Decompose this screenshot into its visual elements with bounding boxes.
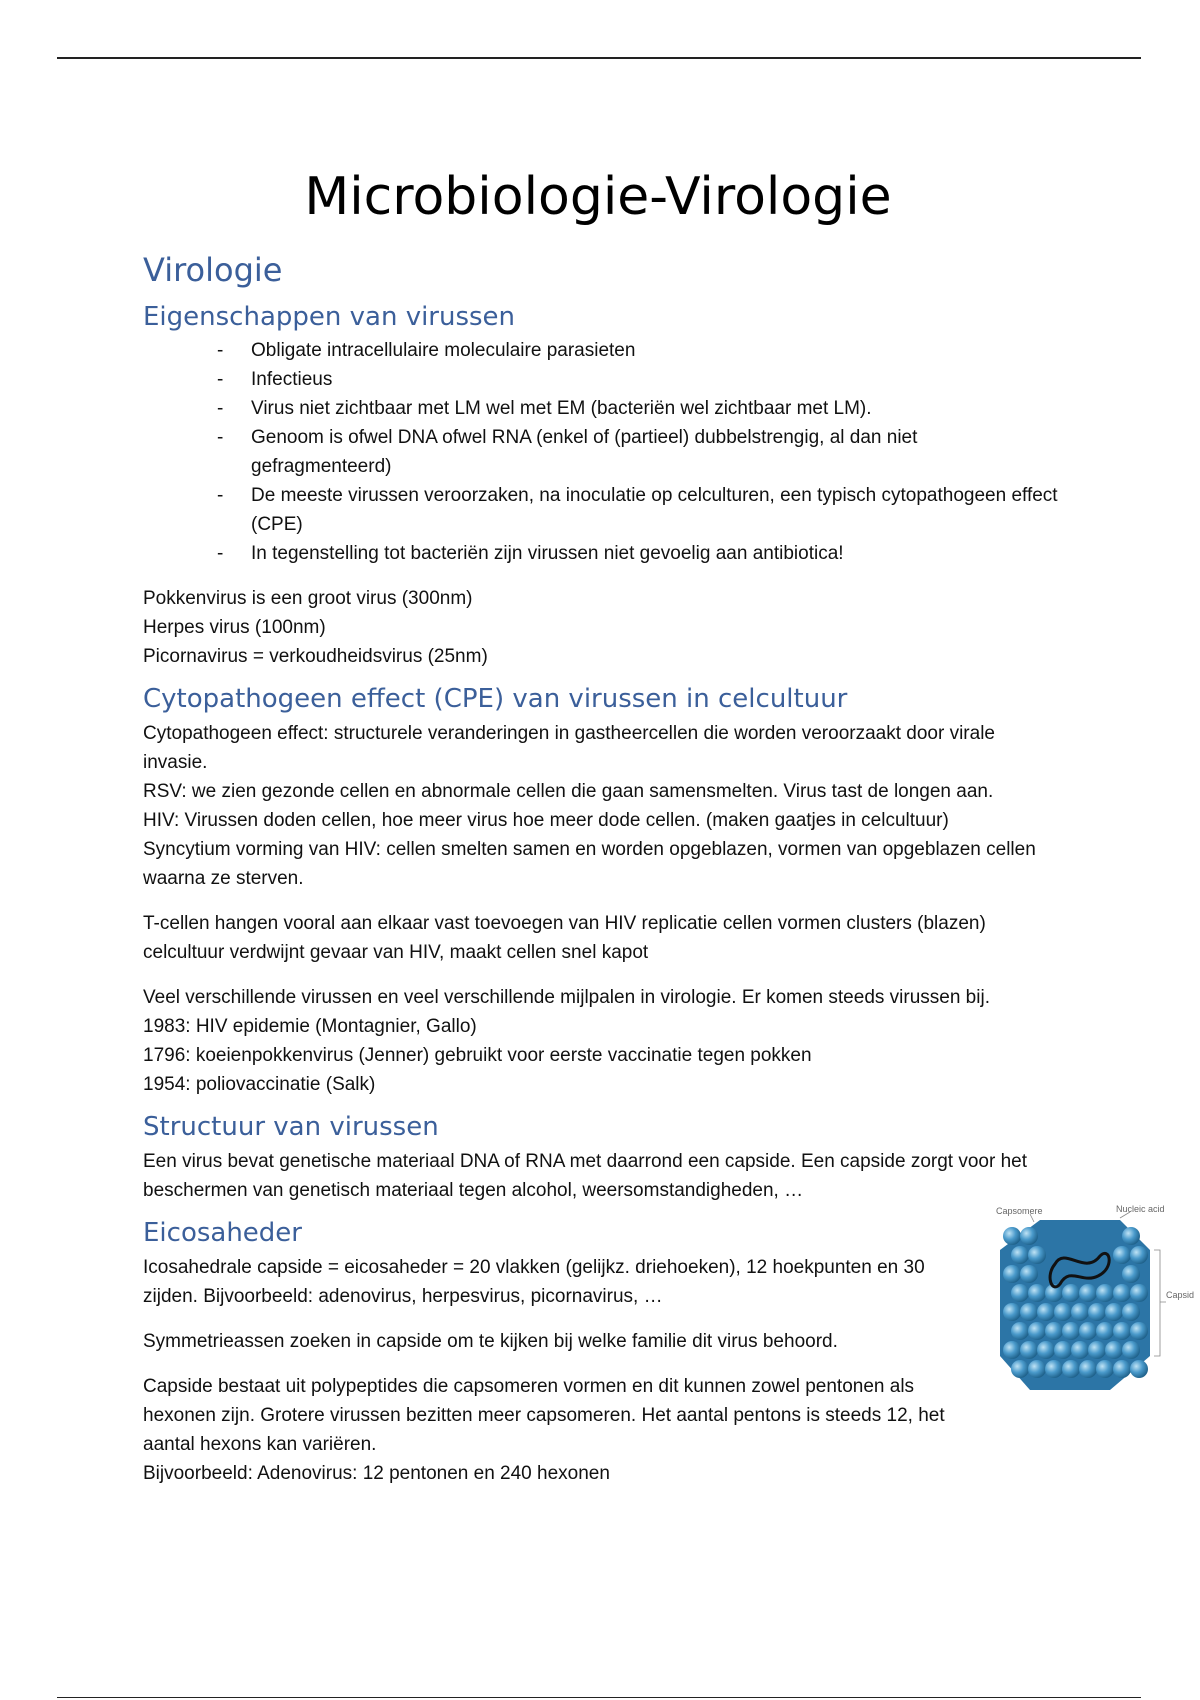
capsomere-sphere	[1088, 1341, 1106, 1359]
capsomere-sphere	[1079, 1322, 1097, 1340]
nucleic-acid-label: Nucleic acid	[1116, 1204, 1165, 1214]
capsid-bracket	[1154, 1250, 1166, 1356]
capsomere-sphere	[1113, 1360, 1131, 1378]
capsomere-sphere	[1096, 1322, 1114, 1340]
capsomere-sphere	[1045, 1360, 1063, 1378]
capsomere-label: Capsomere	[996, 1206, 1043, 1216]
cpe-line: Syncytium vorming van HIV: cellen smelten samen en worden opgeblazen, vormen van opgeblazen cellen waarna ze sterven.	[143, 839, 1036, 890]
capsomere-sphere	[1003, 1265, 1021, 1283]
milestone-line: 1796: koeienpokkenvirus (Jenner) gebruikt voor eerste vaccinatie tegen pokken	[143, 1045, 812, 1067]
size-line: Picornavirus = verkoudheidsvirus (25nm)	[143, 646, 488, 668]
virus-sizes	[143, 584, 1063, 671]
milestone-line: 1983: HIV epidemie (Montagnier, Gallo)	[143, 1016, 477, 1038]
capsomere-sphere	[1003, 1341, 1021, 1359]
capsid-illustration	[990, 1206, 1200, 1406]
capsomere-sphere	[1122, 1303, 1140, 1321]
capsomere-sphere	[1122, 1227, 1140, 1245]
capsomere-sphere	[1096, 1360, 1114, 1378]
cpe-line: RSV: we zien gezonde cellen en abnormale cellen die gaan samensmelten. Virus tast de longen aan.	[143, 781, 994, 803]
heading-virologie: Virologie	[143, 250, 283, 289]
milestone-line: 1954: poliovaccinatie (Salk)	[143, 1074, 376, 1096]
heading-eicosaheder: Eicosaheder	[143, 1218, 302, 1249]
capsomere-sphere	[1096, 1284, 1114, 1302]
capsomere-sphere	[1088, 1303, 1106, 1321]
capsomere-sphere	[1130, 1284, 1148, 1302]
capsomere-sphere	[1122, 1341, 1140, 1359]
capsomere-sphere	[1113, 1246, 1131, 1264]
cpe-line: HIV: Virussen doden cellen, hoe meer virus hoe meer dode cellen. (maken gaatjes in celcultuur)	[143, 810, 949, 832]
capsomere-sphere	[1045, 1322, 1063, 1340]
eicosaheder-paragraph-2: Symmetrieassen zoeken in capside om te kijken bij welke familie dit virus behoord.	[143, 1331, 838, 1353]
capsomere-sphere	[1062, 1360, 1080, 1378]
capsomere-sphere	[1011, 1360, 1029, 1378]
size-line: Herpes virus (100nm)	[143, 617, 326, 639]
capsomere-sphere	[1130, 1246, 1148, 1264]
capsomere-sphere	[1122, 1265, 1140, 1283]
capsomere-sphere	[1011, 1284, 1029, 1302]
capsomere-sphere	[1028, 1284, 1046, 1302]
cpe-paragraph	[143, 719, 1063, 893]
capsomere-sphere	[1011, 1246, 1029, 1264]
capsomere-sphere	[1020, 1227, 1038, 1245]
milestones	[143, 983, 1063, 1099]
capsomere-sphere	[1037, 1303, 1055, 1321]
capsomere-sphere	[1028, 1246, 1046, 1264]
header-rule	[57, 57, 1141, 59]
capsomere-sphere	[1105, 1303, 1123, 1321]
footer-rule	[57, 1697, 1141, 1698]
capsomere-sphere	[1105, 1341, 1123, 1359]
capsomere-sphere	[1071, 1303, 1089, 1321]
capside-line: Bijvoorbeeld: Adenovirus: 12 pentonen en 240 hexonen	[143, 1463, 610, 1485]
capsomere-sphere	[1003, 1227, 1021, 1245]
eicosaheder-paragraph-3	[143, 1372, 973, 1488]
size-line: Pokkenvirus is een groot virus (300nm)	[143, 588, 473, 610]
cpe-line: Cytopathogeen effect: structurele veranderingen in gastheercellen die worden veroorzaakt door virale invasie.	[143, 723, 995, 774]
capsomere-sphere	[1054, 1303, 1072, 1321]
capsomere-sphere	[1113, 1322, 1131, 1340]
capsomere-sphere	[1054, 1341, 1072, 1359]
list-item: - De meeste virussen veroorzaken, na inoculatie op celculturen, een typisch cytopathogeen effect (CPE)	[217, 481, 1063, 539]
list-item: - Genoom is ofwel DNA ofwel RNA (enkel of (partieel) dubbelstrengig, al dan niet gefragmenteerd)	[217, 423, 1063, 481]
capsomere-sphere	[1028, 1322, 1046, 1340]
capsomere-sphere	[1003, 1303, 1021, 1321]
heading-eigenschappen: Eigenschappen van virussen	[143, 301, 516, 332]
structuur-paragraph: Een virus bevat genetische materiaal DNA of RNA met daarrond een capside. Een capside zorgt voor het beschermen van genetisch materiaal tegen alcohol, weersomstandigheden, …	[143, 1151, 1027, 1202]
capsomere-sphere	[1011, 1322, 1029, 1340]
capsomere-sphere	[1020, 1303, 1038, 1321]
capsomere-sphere	[1062, 1284, 1080, 1302]
capsomere-sphere	[1028, 1360, 1046, 1378]
properties-list	[143, 336, 1063, 568]
capsomere-sphere	[1071, 1341, 1089, 1359]
heading-structuur: Structuur van virussen	[143, 1112, 439, 1143]
capsomere-sphere	[1079, 1360, 1097, 1378]
list-item: - Infectieus	[217, 365, 1063, 394]
capsomere-sphere	[1037, 1341, 1055, 1359]
document-body	[143, 168, 1063, 1488]
capsomere-sphere	[1079, 1284, 1097, 1302]
capsomere-sphere	[1113, 1284, 1131, 1302]
list-item: - In tegenstelling tot bacteriën zijn virussen niet gevoelig aan antibiotica!	[217, 539, 1063, 568]
capsomere-sphere	[1130, 1322, 1148, 1340]
eicosaheder-paragraph-1: Icosahedrale capside = eicosaheder = 20 vlakken (gelijkz. driehoeken), 12 hoekpunten en 30 zijden. Bijvoorbeeld: adenovirus, herpesvirus, picornavirus, …	[143, 1257, 925, 1308]
capsomere-sphere	[1062, 1322, 1080, 1340]
capsomere-sphere	[1020, 1265, 1038, 1283]
list-item: - Virus niet zichtbaar met LM wel met EM (bacteriën wel zichtbaar met LM).	[217, 394, 1063, 423]
capsomere-sphere	[1020, 1341, 1038, 1359]
capside-line: Capside bestaat uit polypeptides die capsomeren vormen en dit kunnen zowel pentonen als hexonen zijn. Grotere virussen bezitten meer capsomeren. Het aantal pentons is steeds 12, het aantal hexons kan variëren.	[143, 1376, 945, 1456]
capsid-figure	[990, 1206, 1200, 1406]
capsid-label: Capsid	[1166, 1290, 1195, 1300]
document-title: Microbiologie-Virologie	[304, 167, 892, 227]
list-item: - Obligate intracellulaire moleculaire parasieten	[217, 336, 1063, 365]
heading-cpe: Cytopathogeen effect (CPE) van virussen in celcultuur	[143, 684, 848, 715]
milestones-intro: Veel verschillende virussen en veel verschillende mijlpalen in virologie. Er komen steeds virussen bij.	[143, 987, 990, 1009]
tcell-paragraph: T-cellen hangen vooral aan elkaar vast toevoegen van HIV replicatie cellen vormen clusters (blazen) celcultuur verdwijnt gevaar van HIV, maakt cellen snel kapot	[143, 913, 986, 964]
capsomere-sphere	[1130, 1360, 1148, 1378]
